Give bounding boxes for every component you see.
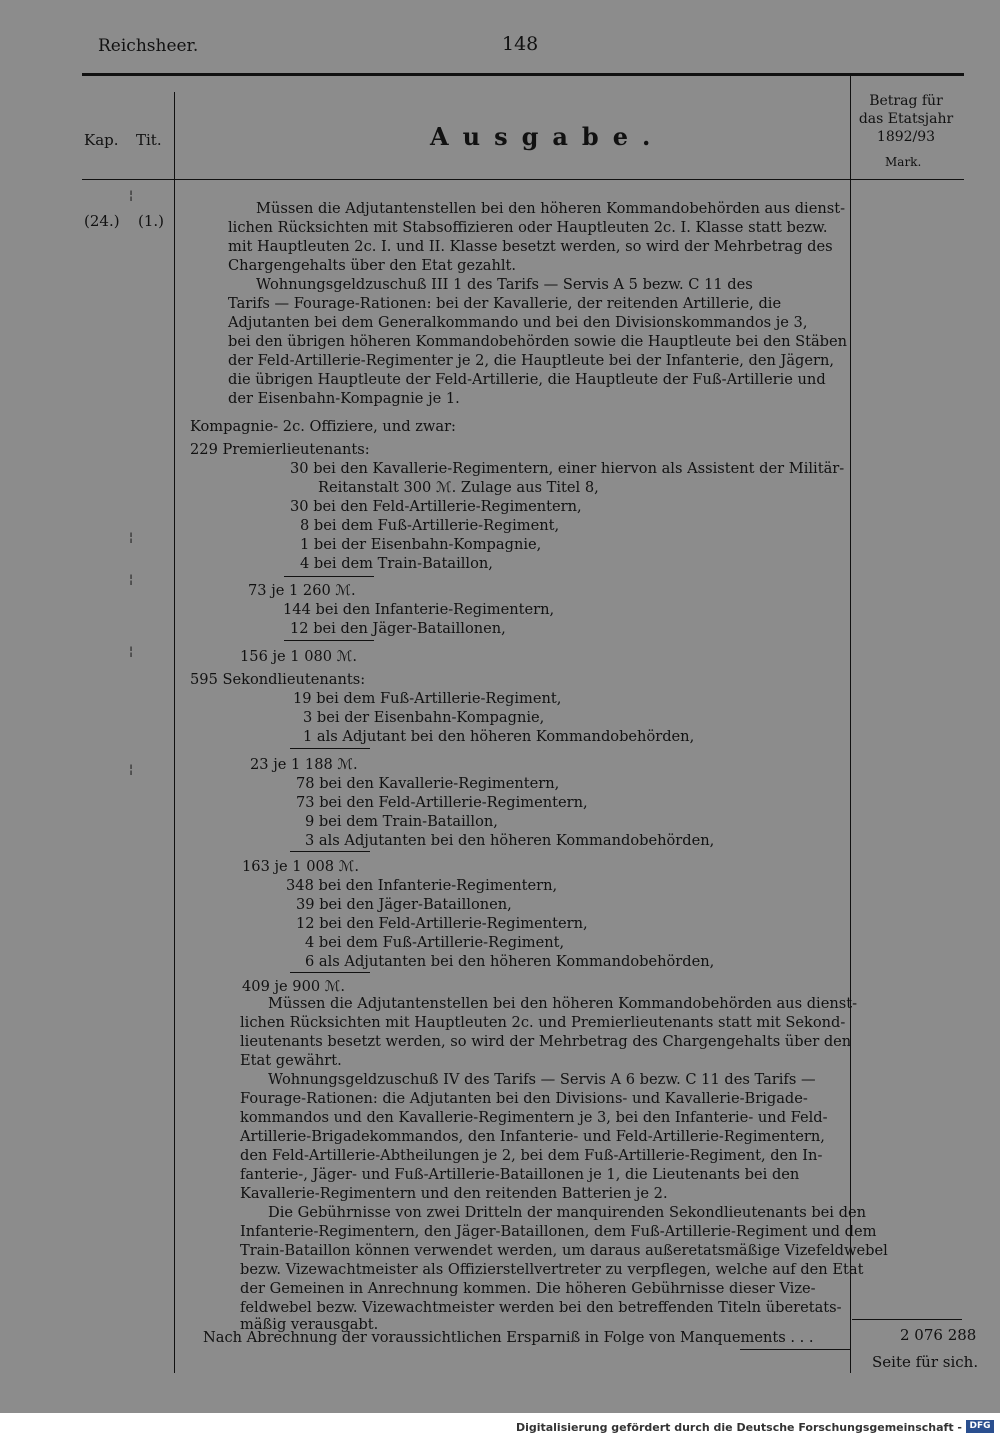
- text-line: kommandos und den Kavallerie-Regimentern je 3, bei den Infanterie- und Feld-: [240, 1109, 828, 1126]
- text-line: Die Gebührnisse von zwei Dritteln der manquirenden Sekondlieutenants bei den: [268, 1204, 866, 1221]
- text-line: der Eisenbahn-Kompagnie je 1.: [228, 390, 460, 407]
- text-line: 409 je 900 ℳ.: [242, 978, 346, 995]
- text-line: 4 bei dem Train-Bataillon,: [300, 555, 493, 572]
- text-line: Kompagnie- 2c. Offiziere, und zwar:: [190, 418, 456, 435]
- text-line: mäßig verausgabt.: [240, 1316, 379, 1333]
- text-line: lichen Rücksichten mit Hauptleuten 2c. und Premierlieutenants statt mit Sekond-: [240, 1014, 846, 1031]
- text-line: 73 je 1 260 ℳ.: [248, 582, 356, 599]
- text-line: bei den übrigen höheren Kommandobehörden sowie die Hauptleute bei den Stäben: [228, 333, 848, 350]
- text-line: 78 bei den Kavallerie-Regimentern,: [296, 775, 560, 792]
- text-line: 12 bei den Feld-Artillerie-Regimentern,: [296, 915, 588, 932]
- total-rule: [852, 1319, 962, 1320]
- text-line: Adjutanten bei dem Generalkommando und bei den Divisionskommandos je 3,: [228, 314, 808, 331]
- tit-number: (1.): [138, 212, 165, 230]
- text-line: Reitanstalt 300 ℳ. Zulage aus Titel 8,: [318, 479, 599, 496]
- text-line: 19 bei dem Fuß-Artillerie-Regiment,: [293, 690, 562, 707]
- text-line: 1 bei der Eisenbahn-Kompagnie,: [300, 536, 542, 553]
- text-line: Nach Abrechnung der voraussichtlichen Ersparniß in Folge von Manquements . . .: [203, 1329, 814, 1346]
- text-line: bezw. Vizewachtmeister als Offizierstellvertreter zu verpflegen, welche auf den Etat: [240, 1261, 864, 1278]
- text-line: Müssen die Adjutantenstellen bei den höheren Kommandobehörden aus dienst-: [256, 200, 846, 217]
- text-line: den Feld-Artillerie-Abtheilungen je 2, bei dem Fuß-Artillerie-Regiment, den In-: [240, 1147, 823, 1164]
- text-line: 30 bei den Kavallerie-Regimentern, einer hiervon als Assistent der Militär-: [290, 460, 845, 477]
- dfg-logo: DFG: [966, 1420, 994, 1433]
- kap-number: (24.): [84, 212, 120, 230]
- text-line: 4 bei dem Fuß-Artillerie-Regiment,: [305, 934, 565, 951]
- column-divider-right: [850, 76, 851, 1373]
- text-line: Kavallerie-Regimentern und den reitenden Batterien je 2.: [240, 1185, 668, 1202]
- text-line: 3 als Adjutanten bei den höheren Kommandobehörden,: [305, 832, 715, 849]
- total-amount: 2 076 288: [900, 1326, 977, 1344]
- column-guide-mark: ¦: [129, 530, 134, 544]
- text-line: Infanterie-Regimentern, den Jäger-Bataillonen, dem Fuß-Artillerie-Regiment und dem: [240, 1223, 877, 1240]
- column-guide-mark: ¦: [129, 188, 134, 202]
- header-rule: [82, 179, 964, 180]
- text-line: 9 bei dem Train-Bataillon,: [305, 813, 498, 830]
- text-line: Müssen die Adjutantenstellen bei den höheren Kommandobehörden aus dienst-: [268, 995, 858, 1012]
- credit-text: Digitalisierung gefördert durch die Deutsche Forschungsgemeinschaft -: [515, 1421, 962, 1434]
- text-line: 30 bei den Feld-Artillerie-Regimentern,: [290, 498, 582, 515]
- column-guide-mark: ¦: [129, 572, 134, 586]
- text-line: der Gemeinen in Anrechnung kommen. Die höheren Gebührnisse dieser Vize-: [240, 1280, 816, 1297]
- text-line: 6 als Adjutanten bei den höheren Kommandobehörden,: [305, 953, 715, 970]
- text-line: 144 bei den Infanterie-Regimentern,: [283, 601, 555, 618]
- subtotal-rule: [284, 640, 374, 641]
- column-guide-mark: ¦: [129, 762, 134, 776]
- subtotal-rule: [290, 748, 370, 749]
- text-line: 163 je 1 008 ℳ.: [242, 858, 359, 875]
- running-head: Reichsheer.: [98, 36, 199, 56]
- kap-column-header: Kap.: [84, 131, 119, 149]
- text-line: feldwebel bezw. Vizewachtmeister werden bei den betreffenden Titeln überetats-: [240, 1299, 842, 1316]
- footer-rule: [740, 1349, 850, 1350]
- text-line: fanterie-, Jäger- und Fuß-Artillerie-Bataillonen je 1, die Lieutenants bei den: [240, 1166, 800, 1183]
- text-line: 73 bei den Feld-Artillerie-Regimentern,: [296, 794, 588, 811]
- text-line: Wohnungsgeldzuschuß III 1 des Tarifs — Servis A 5 bezw. C 11 des: [256, 276, 753, 293]
- digitization-credit: [0, 1413, 1000, 1437]
- text-line: 8 bei dem Fuß-Artillerie-Regiment,: [300, 517, 560, 534]
- section-title: Ausgabe.: [430, 122, 665, 151]
- text-line: 156 je 1 080 ℳ.: [240, 648, 357, 665]
- text-line: die übrigen Hauptleute der Feld-Artillerie, die Hauptleute der Fuß-Artillerie und: [228, 371, 826, 388]
- column-divider-left: [174, 92, 175, 1373]
- text-line: 23 je 1 188 ℳ.: [250, 756, 358, 773]
- top-rule: [82, 73, 964, 76]
- text-line: lieutenants besetzt werden, so wird der Mehrbetrag des Chargengehalts über den: [240, 1033, 852, 1050]
- text-line: 595 Sekondlieutenants:: [190, 671, 366, 688]
- page-number: 148: [502, 33, 539, 55]
- subtotal-rule: [290, 972, 370, 973]
- text-line: Wohnungsgeldzuschuß IV des Tarifs — Servis A 6 bezw. C 11 des Tarifs —: [268, 1071, 816, 1088]
- text-line: 229 Premierlieutenants:: [190, 441, 370, 458]
- text-line: Etat gewährt.: [240, 1052, 342, 1069]
- page-footer-note: Seite für sich.: [872, 1353, 979, 1371]
- text-line: Tarifs — Fourage-Rationen: bei der Kavallerie, der reitenden Artillerie, die: [228, 295, 782, 312]
- text-line: Fourage-Rationen: die Adjutanten bei den Divisions- und Kavallerie-Brigade-: [240, 1090, 808, 1107]
- tit-column-header: Tit.: [136, 131, 162, 149]
- text-line: 3 bei der Eisenbahn-Kompagnie,: [303, 709, 545, 726]
- subtotal-rule: [290, 851, 370, 852]
- text-line: Chargengehalts über den Etat gezahlt.: [228, 257, 517, 274]
- text-line: 12 bei den Jäger-Bataillonen,: [290, 620, 506, 637]
- amount-column-header: Betrag für das Etatsjahr 1892/93: [858, 93, 954, 145]
- text-line: Train-Bataillon können verwendet werden, um daraus außeretatsmäßige Vizefeldwebel: [240, 1242, 888, 1259]
- currency-unit: Mark.: [885, 155, 922, 169]
- column-guide-mark: ¦: [129, 644, 134, 658]
- text-line: 1 als Adjutant bei den höheren Kommandobehörden,: [303, 728, 695, 745]
- text-line: Artillerie-Brigadekommandos, den Infanterie- und Feld-Artillerie-Regimentern,: [240, 1128, 825, 1145]
- text-line: 348 bei den Infanterie-Regimentern,: [286, 877, 558, 894]
- text-line: mit Hauptleuten 2c. I. und II. Klasse besetzt werden, so wird der Mehrbetrag des: [228, 238, 833, 255]
- text-line: lichen Rücksichten mit Stabsoffizieren oder Hauptleuten 2c. I. Klasse statt bezw.: [228, 219, 828, 236]
- subtotal-rule: [284, 576, 374, 577]
- text-line: 39 bei den Jäger-Bataillonen,: [296, 896, 512, 913]
- text-line: der Feld-Artillerie-Regimenter je 2, die Hauptleute bei der Infanterie, den Jägern,: [228, 352, 835, 369]
